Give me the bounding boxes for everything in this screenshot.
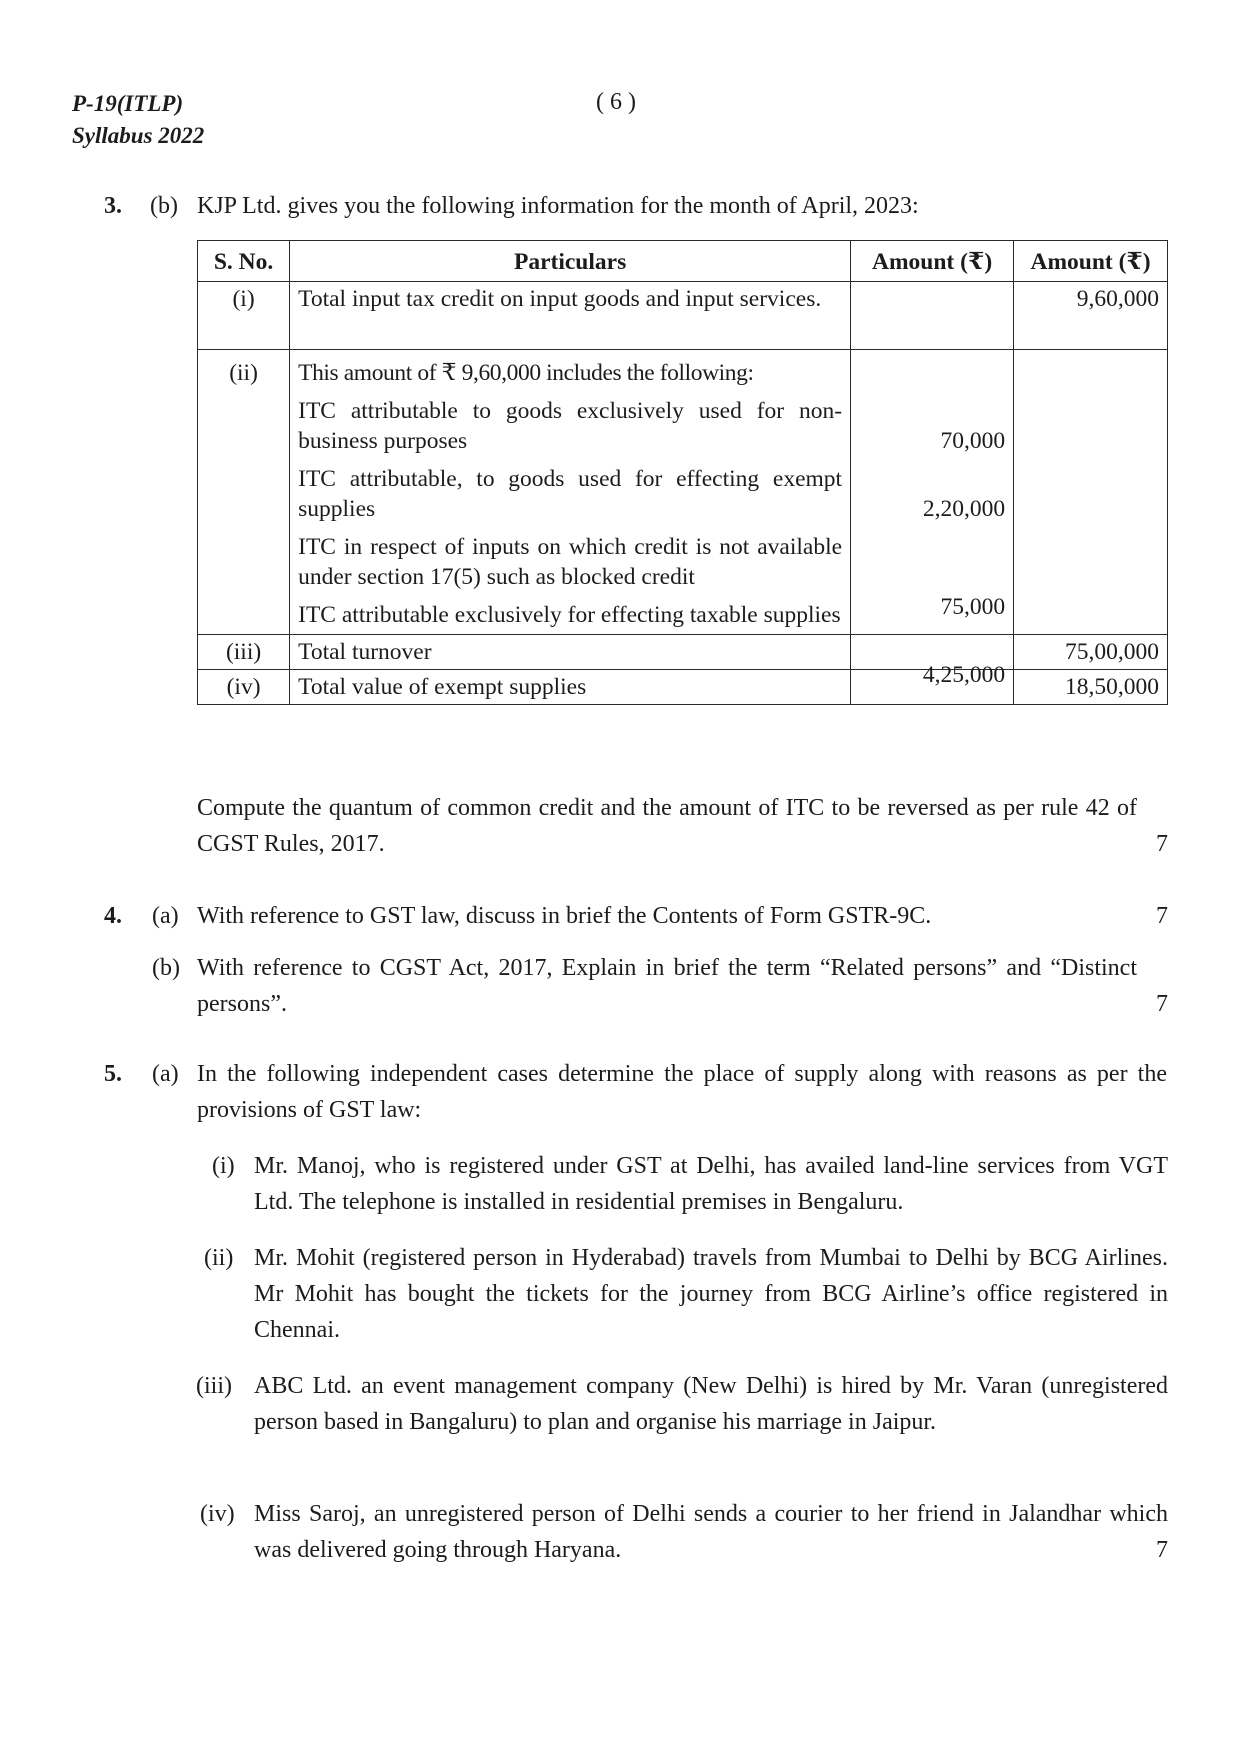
question-5a [104, 1056, 1168, 1132]
breakdown-item: ITC attributable, to goods used for effecting exempt supplies [298, 466, 843, 522]
cell-particulars [290, 350, 851, 635]
question-4a [104, 898, 1168, 938]
syllabus-year: Syllabus 2022 [72, 123, 205, 148]
marks: 7 [1156, 903, 1168, 929]
page-number: ( 6 ) [596, 89, 636, 115]
cell-sno: (iii) [198, 635, 290, 670]
question-4b [104, 950, 1168, 1026]
instruction-text: Compute the quantum of common credit and the amount of ITC to be reversed as per rule 42 of CGST Rules, 2017. [197, 795, 1137, 857]
particulars-text: Total input tax credit on input goods and input services. [298, 286, 822, 312]
col-header-amount-2: Amount (₹) [1014, 241, 1168, 282]
cell-amount-2: 9,60,000 [1014, 282, 1168, 350]
case-label: (iv) [200, 1501, 235, 1527]
question-part-label: (a) [152, 903, 179, 929]
breakdown-amount: 4,25,000 [922, 662, 1006, 688]
question-number: 4. [104, 903, 122, 929]
breakdown-item: ITC attributable exclusively for effecting taxable supplies [298, 602, 841, 628]
case-text: Mr. Manoj, who is registered under GST at Delhi, has availed land-line services from VGT Ltd. The telephone is installed in residential premises in Bengaluru. [254, 1153, 1168, 1215]
cell-amount-1 [851, 350, 1014, 688]
case-item [208, 1148, 1168, 1224]
table-row [198, 282, 1168, 350]
case-label: (ii) [204, 1245, 234, 1271]
case-item [200, 1496, 1168, 1572]
case-label: (i) [212, 1153, 235, 1179]
breakdown-item: ITC in respect of inputs on which credit is not available under section 17(5) such as blocked credit [298, 534, 843, 590]
itc-table [197, 240, 1168, 705]
question-intro: KJP Ltd. gives you the following information for the month of April, 2023: [197, 193, 919, 219]
question-number: 3. [104, 193, 122, 219]
case-item [204, 1240, 1168, 1352]
question-part-label: (b) [150, 193, 178, 219]
marks: 7 [1156, 1537, 1168, 1563]
case-text: Mr. Mohit (registered person in Hyderabad) travels from Mumbai to Delhi by BCG Airlines. Mr Mohit has bought the tickets for the journey from BCG Airline’s office registered in Chennai. [254, 1245, 1168, 1343]
breakdown-amount: 2,20,000 [922, 496, 1006, 522]
question-text: With reference to CGST Act, 2017, Explain in brief the term “Related persons” and “Distinct persons”. [197, 955, 1137, 1017]
cell-particulars: Total turnover [290, 635, 851, 670]
col-header-sno: S. No. [198, 241, 290, 282]
breakdown-item: ITC attributable to goods exclusively used for non-business purposes [298, 398, 843, 454]
marks: 7 [1156, 991, 1168, 1017]
table-header-row [198, 241, 1168, 282]
table-row [198, 670, 1168, 705]
cell-particulars [290, 282, 851, 350]
cell-amount-1 [851, 282, 1014, 350]
cell-sno: (i) [198, 282, 290, 350]
question-text: With reference to GST law, discuss in brief the Contents of Form GSTR-9C. [197, 903, 932, 929]
marks: 7 [1156, 831, 1168, 857]
cell-sno: (ii) [198, 350, 290, 635]
cell-amount-2: 18,50,000 [1014, 670, 1168, 705]
question-3b-instruction [197, 790, 1168, 862]
case-label: (iii) [196, 1373, 232, 1399]
breakdown-amount: 70,000 [940, 428, 1006, 454]
cell-particulars: Total value of exempt supplies [290, 670, 851, 705]
table-row [198, 350, 1168, 635]
case-text: ABC Ltd. an event management company (New Delhi) is hired by Mr. Varan (unregistered person based in Bangaluru) to plan and organise his marriage in Jaipur. [254, 1373, 1168, 1435]
cell-amount-2: 75,00,000 [1014, 635, 1168, 670]
question-part-label: (a) [152, 1061, 179, 1087]
paper-header [72, 88, 204, 152]
question-text: In the following independent cases determine the place of supply along with reasons as per the provisions of GST law: [197, 1061, 1167, 1123]
breakdown-lead: This amount of ₹ 9,60,000 includes the following: [298, 360, 754, 386]
breakdown-amount: 75,000 [940, 594, 1006, 620]
col-header-particulars: Particulars [290, 241, 851, 282]
question-part-label: (b) [152, 955, 180, 981]
paper-code: P-19(ITLP) [72, 91, 184, 116]
cell-sno: (iv) [198, 670, 290, 705]
case-text: Miss Saroj, an unregistered person of Delhi sends a courier to her friend in Jalandhar which was delivered going through Haryana. [254, 1501, 1168, 1563]
question-number: 5. [104, 1061, 122, 1087]
col-header-amount-1: Amount (₹) [851, 241, 1014, 282]
table-row [198, 635, 1168, 670]
cell-amount-2 [1014, 350, 1168, 635]
case-item [196, 1368, 1168, 1480]
